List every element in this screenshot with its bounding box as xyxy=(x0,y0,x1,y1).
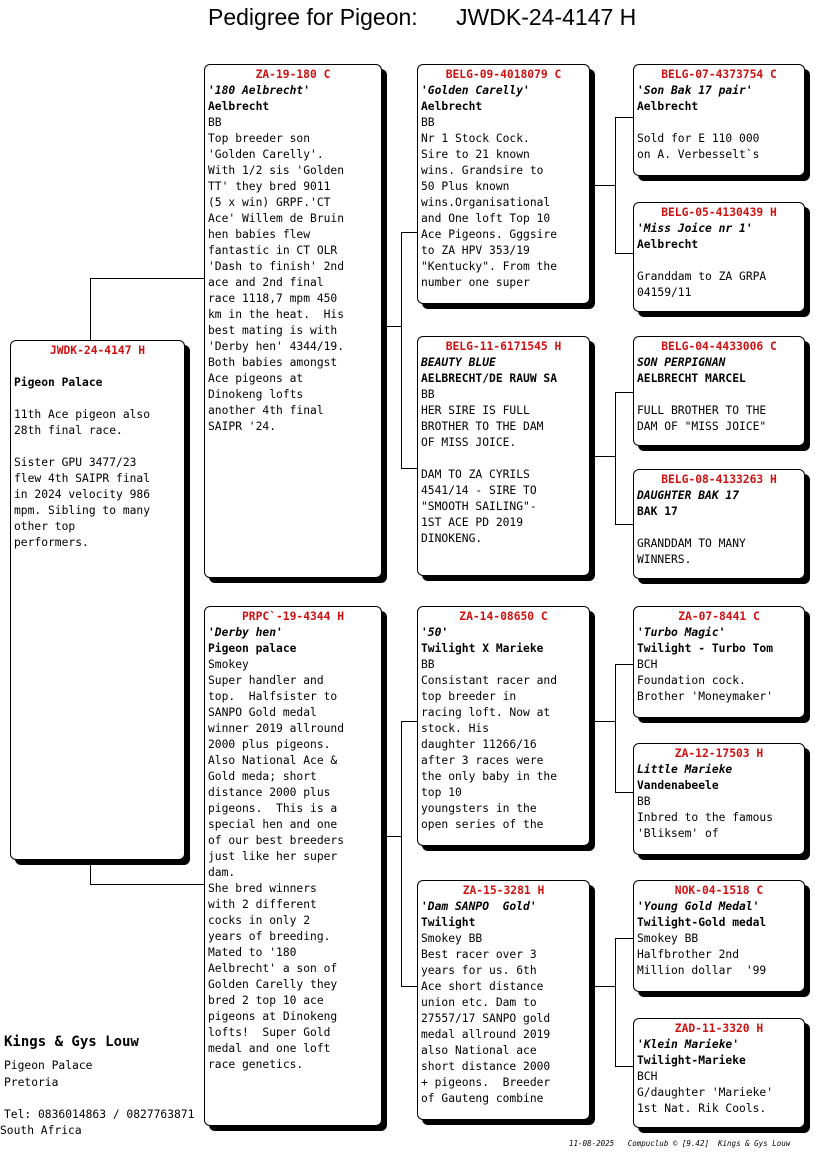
ring-number: BELG-09-4018079 C xyxy=(445,68,562,81)
pigeon-color: BB xyxy=(421,116,435,129)
connector xyxy=(615,117,616,253)
pigeon-notes: 11th Ace pigeon also 28th final race. Sister GPU 3477/23 flew 4th SAIPR final in 2024 velocity 986 mpm. Sibling to many other top performers. xyxy=(14,408,151,549)
pigeon-nickname: SON PERPIGNAN xyxy=(637,356,726,369)
ring-number: ZA-15-3281 H xyxy=(462,884,545,897)
pigeon-card-subject[interactable] xyxy=(10,340,185,860)
breeder-country: South Africa xyxy=(0,1124,82,1137)
pigeon-nickname: '180 Aelbrecht' xyxy=(208,84,311,97)
connector xyxy=(615,524,633,525)
breeder-phone: Tel: 0836014863 / 0827763871 xyxy=(4,1108,195,1121)
pigeon-color xyxy=(637,115,801,131)
pigeon-card-sire-dam[interactable] xyxy=(417,336,590,576)
pigeon-notes: Foundation cock. Brother 'Moneymaker' xyxy=(637,674,774,703)
pigeon-card-ds-dam[interactable] xyxy=(633,743,805,855)
pigeon-owner: Twilight - Turbo Tom xyxy=(637,642,774,655)
pigeon-nickname: '50' xyxy=(421,626,449,639)
pigeon-owner: Aelbrecht xyxy=(208,100,270,113)
connector xyxy=(90,884,204,885)
pigeon-color: Smokey xyxy=(208,658,249,671)
pigeon-notes: HER SIRE IS FULL BROTHER TO THE DAM OF MISS JOICE. DAM TO ZA CYRILS 4541/14 - SIRE TO "SMOOTH SAILING"- 1ST ACE PD 2019 DINOKENG. xyxy=(421,404,544,545)
pigeon-color: Smokey BB xyxy=(421,932,483,945)
pigeon-nickname: 'Klein Marieke' xyxy=(637,1038,740,1051)
pigeon-card-dd-sire[interactable] xyxy=(633,880,805,992)
connector xyxy=(615,792,633,793)
pigeon-notes: G/daughter 'Marieke' 1st Nat. Rik Cools. xyxy=(637,1086,774,1115)
pigeon-nickname xyxy=(14,359,181,375)
breeder-loft: Pigeon Palace xyxy=(4,1059,93,1072)
breeder-city: Pretoria xyxy=(4,1076,59,1089)
pigeon-owner: Twilight-Gold medal xyxy=(637,916,767,929)
pigeon-notes: Super handler and top. Halfsister to SANPO Gold medal winner 2019 allround 2000 plus pigeons. Also National Ace & Gold meda; short distance 2000 plus pigeons. This is a special hen and one of our best breeders just like her super dam. She bred winners with 2 different cocks in only 2 years of breeding. Mated to '180 Aelbrecht' a son of Golden Carelly they bred 2 top 10 ace pigeons at Dinokeng lofts! Super Gold medal and one loft race genetics. xyxy=(208,674,345,1071)
connector xyxy=(615,392,633,393)
connector xyxy=(615,1066,633,1067)
connector xyxy=(401,468,418,469)
pigeon-card-sd-dam[interactable] xyxy=(633,469,805,579)
connector xyxy=(90,278,91,340)
ring-number: ZA-19-180 C xyxy=(255,68,331,81)
pigeon-owner: Aelbrecht xyxy=(637,100,699,113)
connector xyxy=(594,721,616,722)
ring-number: NOK-04-1518 C xyxy=(674,884,764,897)
pigeon-nickname: 'Derby hen' xyxy=(208,626,283,639)
ring-number: BELG-08-4133263 H xyxy=(661,473,777,486)
pigeon-color: BB xyxy=(637,795,651,808)
ring-number: BELG-04-4433006 C xyxy=(661,340,777,353)
pigeon-nickname: 'Turbo Magic' xyxy=(637,626,726,639)
ring-number: PRPC`-19-4344 H xyxy=(241,610,345,623)
pigeon-notes: GRANDDAM TO MANY WINNERS. xyxy=(637,537,746,566)
pigeon-owner: Pigeon Palace xyxy=(14,376,103,389)
connector xyxy=(401,986,418,987)
pigeon-nickname: BEAUTY BLUE xyxy=(421,356,496,369)
print-stamp: 11-08-2025 Compuclub © [9.42] Kings & Gys Louw xyxy=(569,1139,791,1148)
pigeon-notes: Inbred to the famous 'Bliksem' of xyxy=(637,811,774,840)
connector xyxy=(401,232,402,468)
connector xyxy=(401,721,418,722)
pigeon-nickname: 'Dam SANPO Gold' xyxy=(421,900,537,913)
pigeon-owner: Vandenabeele xyxy=(637,779,719,792)
pigeon-card-sd-sire[interactable] xyxy=(633,336,805,446)
pigeon-notes: FULL BROTHER TO THE DAM OF "MISS JOICE" xyxy=(637,404,767,433)
ring-number: ZA-07-8441 C xyxy=(678,610,760,623)
connector xyxy=(401,232,418,233)
pigeon-color: BCH xyxy=(637,658,658,671)
connector xyxy=(90,278,204,279)
title-ring: JWDK-24-4147 H xyxy=(456,4,637,30)
pigeon-nickname: 'Golden Carelly' xyxy=(421,84,530,97)
ring-number: ZA-12-17503 H xyxy=(674,747,764,760)
pigeon-notes: Halfbrother 2nd Million dollar '99 xyxy=(637,948,767,977)
pigeon-nickname: DAUGHTER BAK 17 xyxy=(637,489,740,502)
connector xyxy=(401,721,402,986)
pigeon-card-dam-sire[interactable] xyxy=(417,606,590,846)
connector xyxy=(615,253,633,254)
page-title xyxy=(208,4,636,31)
breeder-name: Kings & Gys Louw xyxy=(4,1034,139,1050)
connector xyxy=(382,326,402,327)
pigeon-color: BB xyxy=(421,658,435,671)
pigeon-owner: AELBRECHT/DE RAUW SA xyxy=(421,372,558,385)
pigeon-card-dam-dam[interactable] xyxy=(417,880,590,1120)
pigeon-notes: Top breeder son 'Golden Carelly'. With 1/2 sis 'Golden TT' they bred 9011 (5 x win) GRPF.'CT Ace' Willem de Bruin hen babies flew fantastic in CT OLR 'Dash to finish' 2nd ace and 2nd final race 1118,7 mpm 450 km in the heat. His best mating is with 'Derby hen' 4344/19. Both babies amongst Ace pigeons at Dinokeng lofts another 4th final SAIPR '24. xyxy=(208,132,345,433)
pigeon-color: BB xyxy=(208,116,222,129)
pigeon-color xyxy=(637,520,801,536)
pigeon-nickname: 'Son Bak 17 pair' xyxy=(637,84,753,97)
ring-number: BELG-05-4130439 H xyxy=(661,206,777,219)
pigeon-card-dd-dam[interactable] xyxy=(633,1018,805,1128)
pigeon-owner: Aelbrecht xyxy=(421,100,483,113)
connector xyxy=(594,185,616,186)
pigeon-notes: Best racer over 3 years for us. 6th Ace short distance union etc. Dam to 27557/17 SANPO gold medal allround 2019 also National ace short distance 2000 + pigeons. Breeder of Gauteng combine xyxy=(421,948,551,1105)
pigeon-card-sire-sire[interactable] xyxy=(417,64,590,304)
ring-number: JWDK-24-4147 H xyxy=(49,344,146,357)
ring-number: BELG-07-4373754 C xyxy=(661,68,777,81)
pigeon-nickname: Little Marieke xyxy=(637,763,733,776)
title-label: Pedigree for Pigeon: xyxy=(208,4,418,30)
pigeon-owner: AELBRECHT MARCEL xyxy=(637,372,746,385)
connector xyxy=(615,664,633,665)
pigeon-owner: Twilight xyxy=(421,916,476,929)
connector xyxy=(615,938,633,939)
pigeon-owner: Pigeon palace xyxy=(208,642,297,655)
pigeon-card-sire[interactable] xyxy=(204,64,382,578)
ring-number: ZA-14-08650 C xyxy=(459,610,548,623)
ring-number: ZAD-11-3320 H xyxy=(674,1022,764,1035)
pigeon-nickname: 'Miss Joice nr 1' xyxy=(637,222,753,235)
pigeon-nickname: 'Young Gold Medal' xyxy=(637,900,760,913)
pigeon-color xyxy=(637,253,801,269)
connector xyxy=(90,860,91,884)
pigeon-card-ss-sire[interactable] xyxy=(633,64,805,176)
pigeon-color: BB xyxy=(421,388,435,401)
connector xyxy=(615,117,633,118)
pigeon-color: Smokey BB xyxy=(637,932,699,945)
pigeon-color xyxy=(637,387,801,403)
connector xyxy=(594,456,616,457)
pigeon-notes: Granddam to ZA GRPA 04159/11 xyxy=(637,270,767,299)
pigeon-owner: Twilight X Marieke xyxy=(421,642,544,655)
pigeon-owner: BAK 17 xyxy=(637,505,678,518)
pigeon-card-ss-dam[interactable] xyxy=(633,202,805,312)
pigeon-notes: Sold for E 110 000 on A. Verbesselt`s xyxy=(637,132,760,161)
connector xyxy=(594,986,616,987)
pigeon-owner: Aelbrecht xyxy=(637,238,699,251)
pigeon-color xyxy=(14,391,181,407)
ring-number: BELG-11-6171545 H xyxy=(445,340,562,353)
connector xyxy=(615,938,616,1066)
connector xyxy=(615,664,616,792)
pigeon-owner: Twilight-Marieke xyxy=(637,1054,746,1067)
pigeon-card-dam[interactable] xyxy=(204,606,382,1126)
pigeon-card-ds-sire[interactable] xyxy=(633,606,805,718)
pigeon-notes: Consistant racer and top breeder in racing loft. Now at stock. His daughter 11266/16 after 3 races were the only baby in the top 10 youngsters in the open series of the xyxy=(421,674,558,831)
pigeon-notes: Nr 1 Stock Cock. Sire to 21 known wins. Grandsire to 50 Plus known wins.Organisational and One loft Top 10 Ace Pigeons. Gggsire to ZA HPV 353/19 "Kentucky". From the number one super xyxy=(421,132,558,289)
connector xyxy=(382,836,402,837)
pigeon-color: BCH xyxy=(637,1070,658,1083)
connector xyxy=(615,392,616,524)
